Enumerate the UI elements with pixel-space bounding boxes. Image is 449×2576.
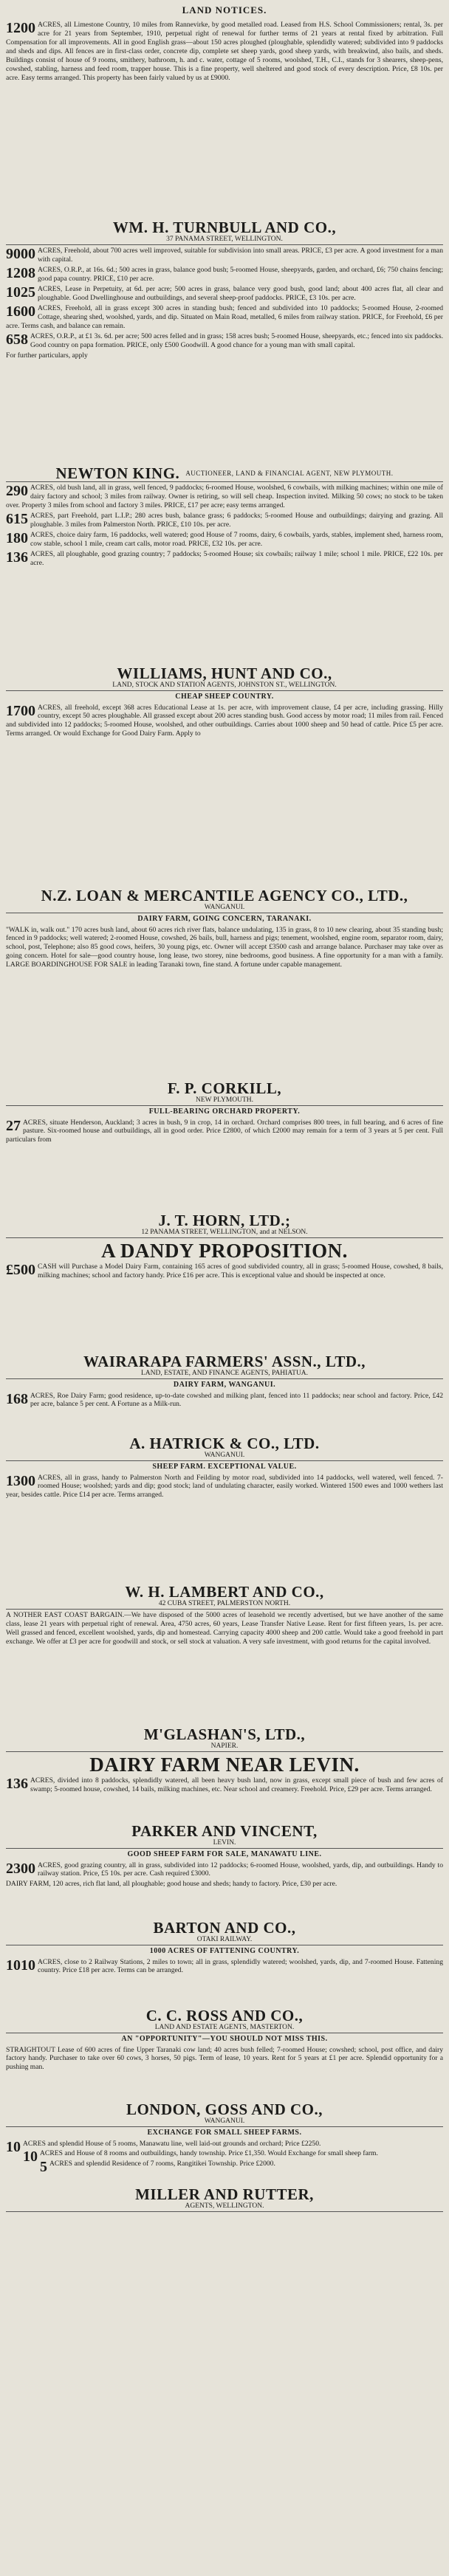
ad-body bbox=[6, 19, 443, 84]
listing-lead-number: 1208 bbox=[6, 264, 35, 281]
agent-name: WM. H. TURNBULL AND CO., bbox=[112, 219, 337, 237]
advertisement-turnbull bbox=[6, 19, 443, 245]
ad-heading: DAIRY FARM, WANGANUI. bbox=[173, 1381, 276, 1389]
listing-lead-number: 1200 bbox=[6, 20, 35, 36]
ad-body bbox=[6, 2044, 443, 2074]
agent-name: PARKER AND VINCENT, bbox=[131, 1822, 318, 1841]
listing-lead-number: 10 bbox=[6, 2138, 21, 2155]
agent-name: M'GLASHAN'S, LTD., bbox=[143, 1725, 306, 1744]
listing-lead-number: 168 bbox=[6, 1390, 28, 1407]
ad-heading: DAIRY FARM, GOING CONCERN, TARANAKI. bbox=[137, 915, 312, 923]
listing-paragraph bbox=[6, 1263, 443, 1280]
ad-spacer bbox=[6, 1146, 443, 1210]
advertisement-barton bbox=[6, 1849, 443, 1945]
listing-text: ACRES, Roe Dairy Farm; good residence, up-to-date cowshed and milking plant, fenced into 11 paddocks; near school and factory. Price, £42 per acre, balance 5 per cent. A Fortune as a Milk-run. bbox=[30, 1391, 443, 1409]
agent-name: NEWTON KING. bbox=[55, 464, 180, 482]
advertisement-horn bbox=[6, 1106, 443, 1238]
ad-body bbox=[6, 2138, 443, 2174]
agent-address: 37 PANAMA STREET, WELLINGTON. bbox=[166, 236, 283, 244]
listing-text: "WALK in, walk out." 170 acres bush land, about 60 acres rich river flats, balance undulating, 135 in grass, 8 to 10 new clearing, about 35 standing bush; fenced in 9 paddocks; well watered; 2-roomed House, cowshed, 26 bails, bull, harness and pigs; tenement, woolshed, engine room, separator room, dairy, school, post, Telephone; also 85 good cows, heifers, 30 young pigs, etc. Owner will accept £3500 cash and arrange balance. Purchaser may take over as going concern. Hotel for sale—good country house, long lease, two storey, nine bedrooms, good business. A fine opportunity for a man with a family. LARGE BOARDINGHOUSE FOR SALE in leading Taranaki town, fine stand. A fortune under capable management. bbox=[6, 925, 443, 969]
listing-paragraph bbox=[6, 1958, 443, 1976]
agent-address: NAPIER. bbox=[210, 1742, 239, 1751]
listing-lead-number: 136 bbox=[6, 1776, 28, 1793]
agent-address: WANGANUI. bbox=[204, 2118, 245, 2126]
listing-text: ACRES and splendid Residence of 7 rooms, Rangitikei Township. Price £2000. bbox=[49, 2160, 275, 2168]
listing-lead-number: 10 bbox=[23, 2149, 38, 2165]
listing-text: STRAIGHTOUT Lease of 600 acres of fine Upper Taranaki cow land; 40 acres bush felled; 7-roomed House; cowshed; school, post office, and dairy factory handy. Purchaser to take over 60 cows, 3 horses, 50 pigs. Term of lease, 10 years. Rent for 5 years at £1 per acre. Splendid opportunity for a pushing man. bbox=[6, 2045, 443, 2072]
agent-address: LAND, STOCK AND STATION AGENTS, JOHNSTON ST., WELLINGTON. bbox=[112, 681, 337, 690]
listing-paragraph bbox=[6, 285, 443, 303]
advertisement-miller bbox=[6, 2127, 443, 2212]
listing-text: ACRES, choice dairy farm, 16 paddocks, well watered; good House of 7 rooms, dairy, 6 cowbails, yards, stables, implement shed, harness room, cow stable, school 1 mile, cream cart calls, motor road. PRICE, £32 10s. per acre. bbox=[30, 530, 443, 548]
ad-heading: SHEEP FARM. EXCEPTIONAL VALUE. bbox=[152, 1463, 297, 1471]
agent-name: C. C. ROSS AND CO., bbox=[145, 2007, 304, 2025]
agent-name: LONDON, GOSS AND CO., bbox=[126, 2101, 323, 2119]
advertisement-newton bbox=[6, 245, 443, 482]
ad-spacer bbox=[6, 1890, 443, 1917]
agent-address: AGENTS, WELLINGTON. bbox=[185, 2202, 264, 2211]
agent-address: 12 PANAMA STREET, WELLINGTON, and at NELSON. bbox=[141, 1229, 308, 1237]
listing-paragraph bbox=[6, 1861, 443, 1879]
advertisement-parker bbox=[6, 1752, 443, 1849]
listing-text: CASH will Purchase a Model Dairy Farm, containing 165 acres of good subdivided country, all in grass; 5-roomed House, cowshed, 8 bails, milking machines; school and factory handy. Price £16 per acre. This is exceptional value and should be inspected at once. bbox=[38, 1263, 443, 1280]
advertisement-dandy bbox=[6, 1238, 443, 1379]
agent-block bbox=[6, 465, 443, 481]
ad-spacer bbox=[6, 740, 443, 885]
listing-text: ACRES, Freehold, all in grass except 300 acres in standing bush; fenced and subdivided into 10 paddocks; 5-roomed House, 2-roomed Cottage, shearing shed, woolshed, yards, and dip. Situated on Main Road, metalled, 6 miles from railway station. PRICE, for Freehold, £6 per acre. Terms cash, and balance can remain. bbox=[6, 303, 443, 330]
agent-name: W. H. LAMBERT AND CO., bbox=[125, 1583, 324, 1601]
advertisement-london bbox=[6, 2033, 443, 2127]
advertisement-mcglashan bbox=[6, 1610, 443, 1752]
listing-lead-number: 9000 bbox=[6, 246, 35, 262]
listing-paragraph bbox=[6, 247, 443, 264]
ad-spacer bbox=[6, 1796, 443, 1821]
ad-heading: FULL-BEARING ORCHARD PROPERTY. bbox=[148, 1107, 301, 1116]
advertisement-nzloan bbox=[6, 691, 443, 913]
listing-lead-number: 136 bbox=[6, 549, 28, 566]
listing-text: ACRES, old bush land, all in grass, well fenced, 9 paddocks; 6-roomed House, woolshed, 6 cowbails, with milking machines; within one mile of dairy factory and school; 3 miles from railway. Owner is retiring, so will sell cheap. Inspection invited. Milking 50 cows; no stock to be taken over. Property 3 miles from school and factory 3 miles. PRICE, £17 per acre; easy terms arranged. bbox=[6, 484, 443, 509]
advertisement-williams bbox=[6, 482, 443, 691]
listing-paragraph bbox=[6, 704, 443, 739]
advertisement-corkill bbox=[6, 913, 443, 1106]
ad-body bbox=[6, 702, 443, 741]
agent-name: N.Z. LOAN & MERCANTILE AGENCY CO., LTD., bbox=[41, 887, 408, 905]
listing-text: ACRES, O.R.P., at 16s. 6d.; 500 acres in grass, balance good bush; 5-roomed House, sheepyards, garden, and orchard, £6; 750 chains fencing; good papa country. PRICE, £10 per acre. bbox=[38, 265, 443, 283]
listing-paragraph bbox=[6, 512, 443, 529]
ad-heading: 1000 ACRES OF FATTENING COUNTRY. bbox=[149, 1947, 300, 1955]
listing-lead-number: 2300 bbox=[6, 1860, 35, 1877]
agent-address: LAND, ESTATE, AND FINANCE AGENTS, PAHIATUA. bbox=[140, 1370, 309, 1378]
listing-text: ACRES, good grazing country, all in grass, subdivided into 12 paddocks; 6-roomed House, woolshed, yards, dip, and outbuildings. Handy to railway station. Price, £5 10s. per acre. Cash required £3000. bbox=[38, 1861, 443, 1878]
listing-text: ACRES, Lease in Perpetuity, at 6d. per acre; 500 acres in grass, balance very good bush, good land; about 400 acres flat, all clear and ploughable. Good Dwellinghouse and outbuildings, and several sheep-proof paddocks. PRICE, £3 10s. per acre. bbox=[38, 284, 443, 302]
listing-lead-number: 1300 bbox=[6, 1472, 35, 1489]
listing-text: ACRES, divided into 8 paddocks, splendidly watered, all been heavy bush land, now in grass, except small piece of bush and few acres of swamp; 5-roomed house, cowshed, 14 bails, milking machines, etc. Near school and creamery. Freehold. Price, £29 per acre. Terms arranged. bbox=[30, 1776, 443, 1794]
listing-lead-number: 1010 bbox=[6, 1957, 35, 1974]
ad-body bbox=[6, 245, 443, 362]
listing-lead-number: 5 bbox=[40, 2159, 47, 2176]
listing-lead-number: 27 bbox=[6, 1117, 21, 1134]
listing-paragraph bbox=[6, 332, 443, 350]
section-heading: LAND NOTICES. bbox=[182, 4, 267, 16]
listing-paragraph bbox=[6, 1776, 443, 1794]
ad-spacer bbox=[6, 1976, 443, 2005]
listing-paragraph bbox=[6, 2046, 443, 2072]
advertisement-hatrick bbox=[6, 1379, 443, 1461]
ad-headline: DAIRY FARM NEAR LEVIN. bbox=[89, 1754, 360, 1776]
agent-address: NEW PLYMOUTH. bbox=[195, 1096, 254, 1105]
agent-name: BARTON AND CO., bbox=[153, 1919, 296, 1937]
ad-body bbox=[6, 1117, 443, 1147]
agent-name: WILLIAMS, HUNT AND CO., bbox=[117, 664, 332, 683]
agent-address: LEVIN. bbox=[213, 1839, 236, 1847]
listing-lead-number: £500 bbox=[6, 1262, 35, 1279]
listing-text: ACRES, all Limestone Country, 10 miles from Rannevirke, by good metalled road. Leased from H.S. School Commissioners; rental, 3s. per acre for 21 years from September, 1910, perpetual right of renewal for further terms of 21 years at rental fixed by arbitration. Full Compensation for all improvements. All in good English grass—about 150 acres ploughed (ploughable, splendidly watered; subdivided into 9 paddocks and sheds and dips. All fences are in first-class order, concrete dip, complete set sheep yards, good sheep yards, with breakwind, also bails, and sheds. Buildings consist of house of 9 rooms, smithery, bathroom, h. and c. water, cottage of 5 rooms, woolshed, T.H., C.I., stands for 3 shearers, sheep-pens, cowshed, stabling, harness and feed room, trapper house. This is a fine property, well sheltered and good stock of every description. Price, £8 10s. per acre. Easy terms arranged. This property has been fairly valued by us at £9000. bbox=[6, 21, 443, 82]
ad-spacer bbox=[6, 971, 443, 1078]
listing-text: ACRES and splendid House of 5 rooms, Manawatu line, well laid-out grounds and orchard; Price £2250. bbox=[23, 2139, 321, 2148]
ad-body bbox=[6, 1610, 443, 1648]
listing-paragraph bbox=[6, 304, 443, 331]
listing-paragraph bbox=[6, 21, 443, 83]
listing-paragraph bbox=[6, 1880, 443, 1889]
listing-text: ACRES and House of 8 rooms and outbuildings, handy township. Price £1,350. Would Exchange for small sheep farm. bbox=[40, 2149, 378, 2158]
listing-paragraph bbox=[6, 926, 443, 970]
agent-description: AUCTIONEER, LAND & FINANCIAL AGENT, NEW PLYMOUTH. bbox=[185, 469, 394, 477]
ad-spacer bbox=[6, 1410, 443, 1433]
ad-heading: GOOD SHEEP FARM FOR SALE, MANAWATU LINE. bbox=[127, 1850, 322, 1858]
ad-spacer bbox=[6, 1648, 443, 1724]
listing-text: ACRES, part Freehold, part L.I.P.; 280 acres bush, balance grass; 6 paddocks; 5-roomed House and outbuildings; dairying and grazing. All ploughable. 3 miles from Palmerston North. PRICE, £10 10s. per acre. bbox=[30, 511, 443, 529]
ad-body bbox=[6, 1957, 443, 1977]
agent-address: WANGANUI. bbox=[204, 904, 245, 912]
ad-heading: AN "OPPORTUNITY"—YOU SHOULD NOT MISS THIS. bbox=[121, 2035, 328, 2043]
listing-paragraph bbox=[6, 266, 443, 284]
agent-name: WAIRARAPA FARMERS' ASSN., LTD., bbox=[83, 1353, 366, 1371]
listing-paragraph bbox=[6, 484, 443, 510]
listing-lead-number: 1700 bbox=[6, 702, 35, 719]
agent-address: LAND AND ESTATE AGENTS, MASTERTON. bbox=[154, 2024, 295, 2032]
listing-paragraph bbox=[6, 2159, 443, 2176]
ad-spacer bbox=[6, 569, 443, 663]
ad-body bbox=[6, 1390, 443, 1411]
listing-text: ACRES, all freehold, except 368 acres Educational Lease at 1s. per acre, with improvement clause, £4 per acre, including grassing. Hilly country, except 50 acres ploughable. All grassed except about 200 acres standing bush. Good access by motor road; 11 miles from rail. Fenced and subdivided into 12 paddocks; 5-roomed House, woolshed, and other outbuildings. Carries about 1000 sheep and 50 head of cattle. Price £5 per acre. Terms arranged. Or would Exchange for Good Dairy Farm. Apply to bbox=[6, 703, 443, 738]
ad-spacer bbox=[6, 2073, 443, 2099]
listing-text: ACRES, all in grass, handy to Palmerston North and Feilding by motor road, subdivided into 14 paddocks, well watered, well fenced. 7-roomed House; woolshed; yards and dip; good stock; land of undulating character, easily worked. Wintered 1500 ewes and 1000 wethers last year, besides cattle. Price £14 per acre. Terms arranged. bbox=[6, 1473, 443, 1500]
listing-paragraph bbox=[6, 531, 443, 549]
ad-spacer bbox=[6, 1282, 443, 1351]
apply-line: For further particulars, apply bbox=[6, 351, 88, 360]
listing-text: ACRES, Freehold, about 700 acres well improved, suitable for subdivision into small areas. PRICE, £3 per acre. A good investment for a man with capital. bbox=[38, 247, 443, 264]
ad-body bbox=[6, 1261, 443, 1282]
agent-address: OTAKI RAILWAY. bbox=[196, 1936, 253, 1944]
ad-spacer bbox=[6, 2174, 443, 2184]
listing-paragraph bbox=[6, 550, 443, 568]
agent-address: 42 CUBA STREET, PALMERSTON NORTH. bbox=[158, 1600, 291, 1608]
listing-text: ACRES, close to 2 Railway Stations, 2 miles to town; all in grass, splendidly watered; woolshed, yards, dip, and 7-roomed House. Fattening country. Price £18 per acre. Terms can be arranged. bbox=[38, 1957, 443, 1975]
listing-paragraph bbox=[6, 1474, 443, 1500]
listing-lead-number: 290 bbox=[6, 483, 28, 499]
listing-text: ACRES, all ploughable, good grazing country; 7 paddocks; 5-roomed House; six cowbails; railway 1 mile; school 1 mile. PRICE, £22 10s. per acre. bbox=[30, 549, 443, 567]
agent-address: WANGANUI. bbox=[204, 1452, 245, 1460]
listing-text: DAIRY FARM, 120 acres, rich flat land, all ploughable; good house and sheds; handy to factory. Price, £30 per acre. bbox=[6, 1880, 337, 1889]
agent-name: F. P. CORKILL, bbox=[167, 1079, 282, 1098]
ad-spacer bbox=[6, 84, 443, 217]
ad-body bbox=[6, 1472, 443, 1502]
ad-body bbox=[6, 482, 443, 569]
listing-paragraph bbox=[6, 1392, 443, 1409]
ad-spacer bbox=[6, 362, 443, 463]
agent-name: MILLER AND RUTTER, bbox=[135, 2185, 314, 2204]
advertisement-lambert bbox=[6, 1461, 443, 1610]
listing-lead-number: 615 bbox=[6, 510, 28, 527]
listing-lead-number: 1600 bbox=[6, 303, 35, 320]
agent-name: J. T. HORN, LTD.; bbox=[158, 1212, 291, 1230]
advertisement-ross bbox=[6, 1945, 443, 2033]
ad-body bbox=[6, 1775, 443, 1796]
ad-spacer bbox=[6, 1501, 443, 1581]
listing-paragraph bbox=[6, 1119, 443, 1145]
listing-lead-number: 658 bbox=[6, 331, 28, 348]
listing-text: ACRES, situate Henderson, Auckland; 3 acres in bush, 9 in crop, 14 in orchard. Orchard comprises 800 trees, in full bearing, and 6 acres of fine pasture. Six-roomed house and outbuildings, all in good order. Price £2800, of which £2000 may remain for a term of 3 years at 5 per cent. Full particulars from bbox=[6, 1118, 443, 1144]
ad-headline: A DANDY PROPOSITION. bbox=[101, 1240, 348, 1262]
agent-name: A. HATRICK & CO., LTD. bbox=[129, 1435, 320, 1453]
advertisements-column bbox=[6, 19, 443, 2212]
ad-body bbox=[6, 924, 443, 972]
ad-heading: EXCHANGE FOR SMALL SHEEP FARMS. bbox=[147, 2129, 302, 2137]
listing-lead-number: 180 bbox=[6, 529, 28, 546]
listing-paragraph bbox=[6, 1611, 443, 1646]
listing-text: ACRES, O.R.P., at £1 3s. 6d. per acre; 500 acres felled and in grass; 158 acres bush; 5-roomed House, sheepyards, etc.; fenced into six paddocks. Good country on papa formation. PRICE, only £500 Goodwill. A good chance for a young man with small capital. bbox=[30, 332, 443, 349]
listing-lead-number: 1025 bbox=[6, 284, 35, 300]
ad-body bbox=[6, 1860, 443, 1891]
listing-text: A NOTHER EAST COAST BARGAIN.—We have disposed of the 5000 acres of leasehold we recently advertised, but we have another of the same class, lease 21 years with perpetual right of renewal. Area, 4750 acres, 60 years, Lease Transfer Native Lease. Rent for first fifteen years, 1s. per acre. Well grassed and fenced, excellent woolshed, yards, dip and homestead. Carrying capacity 4000 sheep and 200 cattle. Would take a good freehold in part exchange. We offer at £3 per acre for goodwill and stock, or sell stock at valuation. A very safe investment, with good returns for the capital involved. bbox=[6, 1611, 443, 1646]
ad-heading: CHEAP SHEEP COUNTRY. bbox=[175, 693, 274, 701]
